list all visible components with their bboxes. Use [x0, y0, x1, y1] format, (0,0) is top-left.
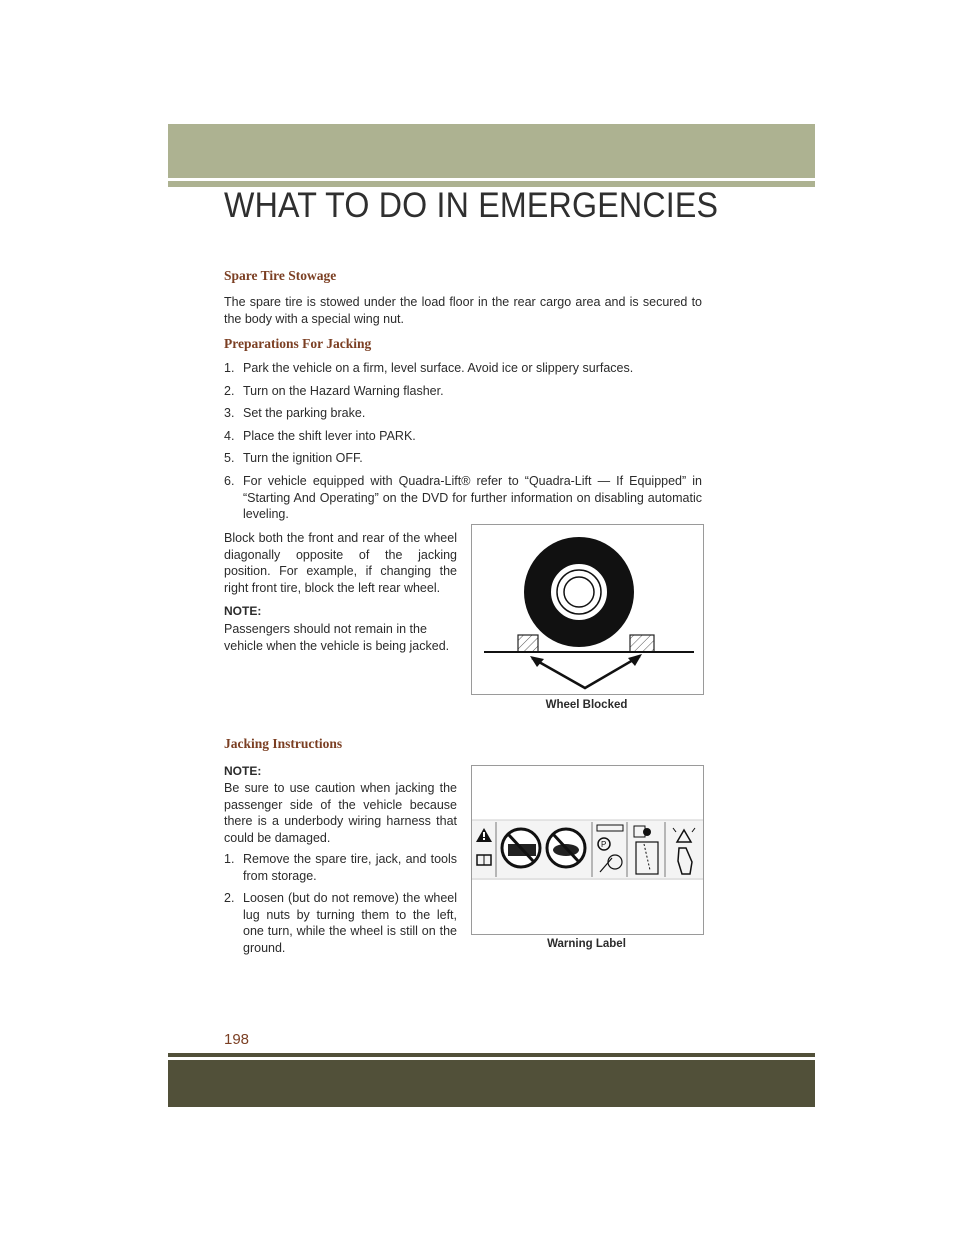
warning-label-illustration: [472, 766, 703, 934]
list-item-text: Remove the spare tire, jack, and tools from storage.: [243, 852, 457, 883]
list-item-number: 2.: [224, 384, 235, 398]
list-item-number: 6.: [224, 474, 235, 488]
spare-tire-body: The spare tire is stowed under the load floor in the rear cargo area and is secured to the body with a special wing nut.: [224, 295, 702, 326]
wheel-blocked-figure: [471, 524, 704, 695]
list-item-number: 2.: [224, 891, 235, 905]
list-item-text: Loosen (but do not remove) the wheel lug nuts by turning them to the left, one turn, while the wheel is still on the ground.: [243, 891, 457, 955]
footer-band: [168, 1060, 815, 1107]
list-item-number: 1.: [224, 852, 235, 866]
list-item-number: 1.: [224, 361, 235, 375]
pointer-arrows-icon: [532, 656, 640, 688]
wheel-chock-left-icon: [518, 635, 538, 652]
header-band: [168, 124, 815, 178]
list-item-number: 4.: [224, 429, 235, 443]
page-number: 198: [224, 1031, 250, 1048]
warning-label-caption: Warning Label: [547, 938, 626, 950]
no-person-under-vehicle-icon: [502, 829, 540, 867]
svg-text:P: P: [601, 840, 607, 849]
heading-spare-tire-stowage: Spare Tire Stowage: [224, 268, 337, 283]
list-item-text: Turn on the Hazard Warning flasher.: [243, 384, 444, 398]
chapter-title: WHAT TO DO IN EMERGENCIES: [224, 186, 719, 225]
heading-jacking-instructions: Jacking Instructions: [224, 736, 343, 751]
block-wheel-text: Block both the front and rear of the wheel diagonally opposite of the jacking position. For example, if changing the right front tire, block the left rear wheel.: [224, 531, 457, 595]
note-text: Passengers should not remain in the vehicle when the vehicle is being jacked.: [224, 622, 450, 653]
list-item-number: 5.: [224, 451, 235, 465]
list-item-text: For vehicle equipped with Quadra-Lift® refer to “Quadra-Lift — If Equipped” in “Starting And Operating” on the DVD for further information on disabling automatic leveling.: [243, 474, 702, 521]
wheel-blocked-caption: Wheel Blocked: [545, 699, 628, 711]
wheel-chock-right-icon: [630, 635, 654, 652]
list-item-text: Place the shift lever into PARK.: [243, 429, 416, 443]
list-item-text: Turn the ignition OFF.: [243, 451, 363, 465]
heading-preparations-for-jacking: Preparations For Jacking: [224, 336, 372, 351]
wheel-blocked-illustration: [472, 525, 703, 694]
no-engine-running-icon: [547, 829, 585, 867]
note-label: NOTE:: [224, 604, 262, 618]
footer-rule: [168, 1053, 815, 1057]
list-item-number: 3.: [224, 406, 235, 420]
warning-label-figure: [471, 765, 704, 935]
note-text: Be sure to use caution when jacking the passenger side of the vehicle because there is a underbody wiring harness that could be damaged.: [224, 781, 457, 845]
list-item-text: Park the vehicle on a firm, level surface. Avoid ice or slippery surfaces.: [243, 361, 634, 375]
note-label: NOTE:: [224, 764, 262, 778]
list-item-text: Set the parking brake.: [243, 406, 366, 420]
